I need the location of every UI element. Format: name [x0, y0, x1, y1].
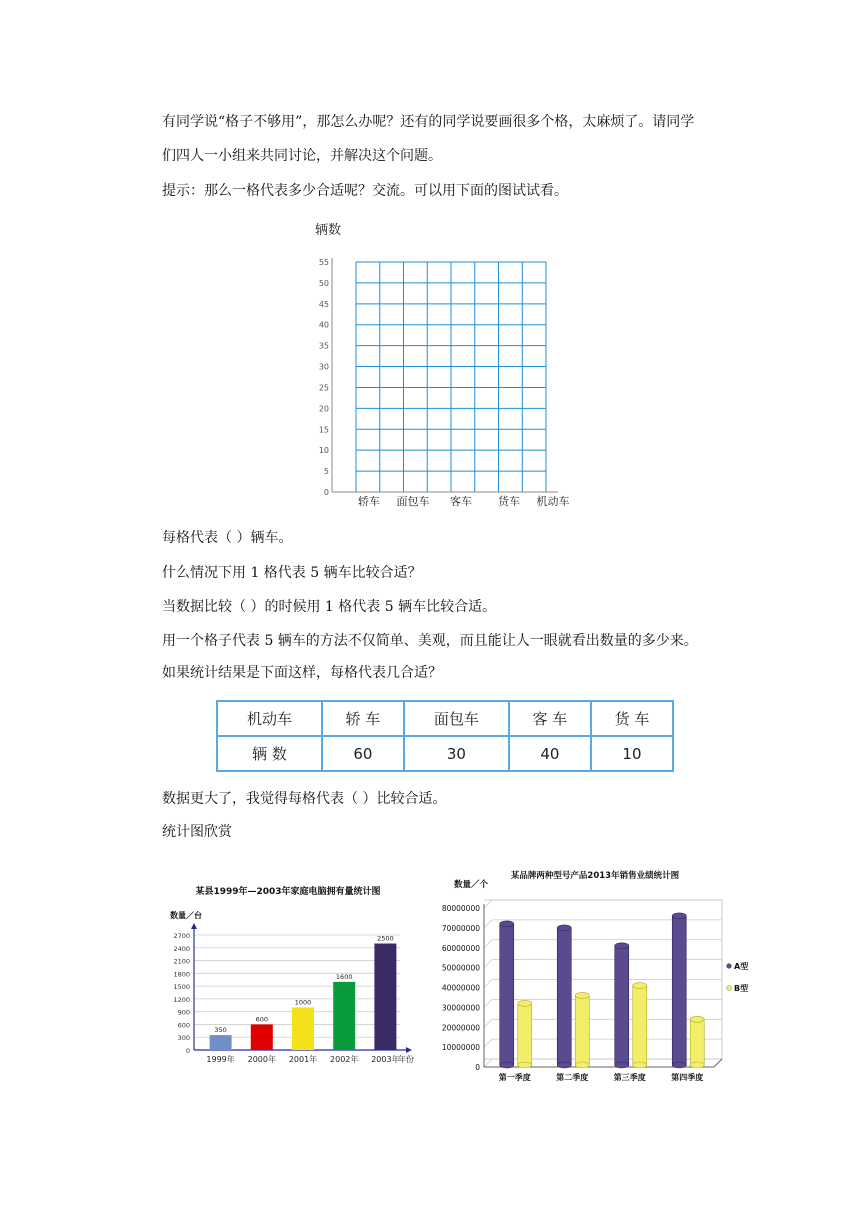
x-tick-label: 面包车	[396, 495, 430, 508]
x-tick-label: 机动车	[536, 495, 570, 508]
bar	[374, 944, 396, 1050]
x-tick-label: 货车	[498, 495, 520, 508]
y-tick-label: 60000000	[441, 943, 480, 953]
bar-top	[615, 943, 629, 949]
bar	[690, 1019, 704, 1065]
y-tick-label: 45	[318, 299, 329, 309]
table-cell: 面包车	[404, 701, 509, 736]
y-axis-label: 数量／个	[454, 880, 489, 890]
bar-top	[500, 921, 514, 927]
table-cell: 40	[509, 736, 591, 771]
bar	[557, 928, 571, 1065]
y-tick-label: 20	[318, 404, 329, 414]
y-tick-label: 2400	[173, 944, 190, 953]
y-tick-label: 1800	[173, 970, 190, 979]
y-tick-label: 0	[323, 488, 329, 497]
y-tick-label: 5	[323, 467, 329, 477]
legend-label: A型	[734, 962, 749, 971]
y-tick-label: 2100	[173, 957, 190, 966]
y-tick-label: 30	[318, 362, 329, 372]
table-header-row	[217, 701, 673, 736]
y-axis-label: 数量／台	[170, 911, 202, 920]
bar-base	[500, 1062, 514, 1068]
bar-base	[633, 1062, 647, 1068]
statement-benefit: 用一个格子代表 5 辆车的方法不仅简单、美观，而且能让人一眼就看出数量的多少来。	[162, 633, 698, 649]
data-label: 600	[255, 1015, 269, 1024]
bar-top	[557, 925, 571, 931]
bar	[333, 982, 355, 1050]
question-if-result: 如果统计结果是下面这样，每格代表几合适？	[162, 665, 442, 681]
y-tick-label: 1500	[173, 983, 190, 992]
y-tick-label: 30000000	[441, 1003, 480, 1013]
y-tick-label: 55	[318, 258, 329, 267]
x-tick-label: 2000年	[247, 1055, 276, 1064]
y-tick-label: 0	[475, 1063, 480, 1072]
empty-grid-chart	[300, 215, 600, 515]
bar-top	[690, 1016, 704, 1022]
y-tick-label: 15	[318, 425, 329, 435]
x-tick-label: 第二季度	[556, 1073, 589, 1082]
bar	[500, 924, 514, 1065]
legend-marker	[727, 964, 732, 969]
bar-base	[557, 1062, 571, 1068]
y-tick-label: 35	[318, 341, 329, 351]
bar	[251, 1024, 273, 1050]
y-tick-label: 2700	[173, 932, 190, 940]
table-cell: 轿 车	[322, 701, 404, 736]
bar	[292, 1007, 314, 1050]
x-tick-label: 第一季度	[498, 1073, 531, 1082]
data-label: 350	[214, 1026, 227, 1035]
x-tick-label: 2001年	[288, 1055, 318, 1064]
y-tick-label: 900	[177, 1008, 190, 1017]
y-tick-label: 40000000	[441, 983, 480, 993]
bar	[210, 1035, 232, 1050]
y-tick-label: 10000000	[441, 1043, 480, 1053]
bar-top	[518, 1000, 532, 1006]
table-cell: 30	[404, 736, 509, 771]
y-tick-label: 20000000	[441, 1023, 480, 1033]
table-cell: 10	[591, 736, 673, 771]
y-tick-label: 10	[318, 446, 329, 456]
question-data-compare: 当数据比较（ ）的时候用 1 格代表 5 辆车比较合适。	[162, 599, 497, 615]
section-title-appreciation: 统计图欣赏	[162, 824, 232, 840]
computer-ownership-chart	[168, 880, 418, 1070]
bar-top	[633, 983, 647, 989]
question-when: 什么情况下用 1 格代表 5 辆车比较合适？	[162, 565, 422, 581]
y-tick-label: 70000000	[441, 923, 480, 933]
chart-title: 某县1999年—2003年家庭电脑拥有量统计图	[195, 887, 381, 897]
data-label: 1600	[335, 972, 353, 981]
table-cell: 客 车	[509, 701, 591, 736]
y-axis-label: 辆数	[315, 223, 342, 238]
bar-top	[672, 913, 686, 919]
y-tick-label: 80000000	[441, 904, 480, 913]
data-label: 2500	[377, 934, 394, 943]
y-axis-arrow	[191, 923, 197, 929]
y-tick-label: 1200	[173, 995, 190, 1004]
x-tick-label: 第三季度	[613, 1073, 646, 1082]
bar-top	[575, 992, 589, 998]
hint-text: 提示：那么一格代表多少合适呢？交流。可以用下面的图试试看。	[162, 183, 568, 199]
x-tick-label: 1999年	[206, 1055, 235, 1064]
y-tick-label: 300	[177, 1034, 190, 1043]
bar	[575, 995, 589, 1065]
bar-base	[615, 1062, 629, 1068]
bar	[518, 1003, 532, 1065]
statement-bigger-data: 数据更大了，我觉得每格代表（ ）比较合适。	[162, 791, 447, 807]
x-tick-label: 2002年	[330, 1055, 359, 1064]
bar	[633, 986, 647, 1065]
question-each-cell: 每格代表（ ）辆车。	[162, 530, 293, 546]
x-axis-label: 年份	[398, 1055, 414, 1064]
paragraph-line-2: 们四人一小组来共同讨论，并解决这个问题。	[162, 148, 442, 164]
bar	[615, 946, 629, 1065]
grid-line	[484, 900, 722, 908]
y-tick-label: 0	[185, 1047, 190, 1055]
y-tick-label: 50000000	[441, 963, 480, 973]
table-cell: 辆 数	[217, 736, 322, 771]
x-axis-arrow	[406, 1047, 412, 1053]
data-label: 1000	[294, 998, 312, 1007]
bar	[672, 916, 686, 1065]
legend-marker	[727, 986, 732, 991]
table-cell: 60	[322, 736, 404, 771]
table-cell: 机动车	[217, 701, 322, 736]
y-tick-label: 50	[318, 278, 329, 288]
y-tick-label: 600	[177, 1021, 190, 1030]
y-tick-label: 40	[318, 320, 329, 330]
bar-base	[518, 1062, 532, 1068]
x-tick-label: 轿车	[358, 495, 380, 508]
table-cell: 货 车	[591, 701, 673, 736]
chart-title: 某品牌两种型号产品2013年销售业绩统计图	[510, 871, 680, 881]
bar-base	[575, 1062, 589, 1068]
legend-label: B型	[734, 984, 749, 993]
paragraph-line-1: 有同学说“格子不够用”，那怎么办呢？还有的同学说要画很多个格，太麻烦了。请同学	[162, 114, 695, 130]
table-row	[217, 736, 673, 771]
x-tick-label: 客车	[450, 495, 472, 508]
x-tick-label: 第四季度	[671, 1073, 704, 1082]
sales-chart	[430, 865, 760, 1090]
bar-base	[672, 1062, 686, 1068]
y-tick-label: 25	[318, 383, 329, 393]
vehicle-count-table	[216, 700, 674, 772]
bar-base	[690, 1062, 704, 1068]
x-tick-label: 2003年	[371, 1055, 400, 1064]
